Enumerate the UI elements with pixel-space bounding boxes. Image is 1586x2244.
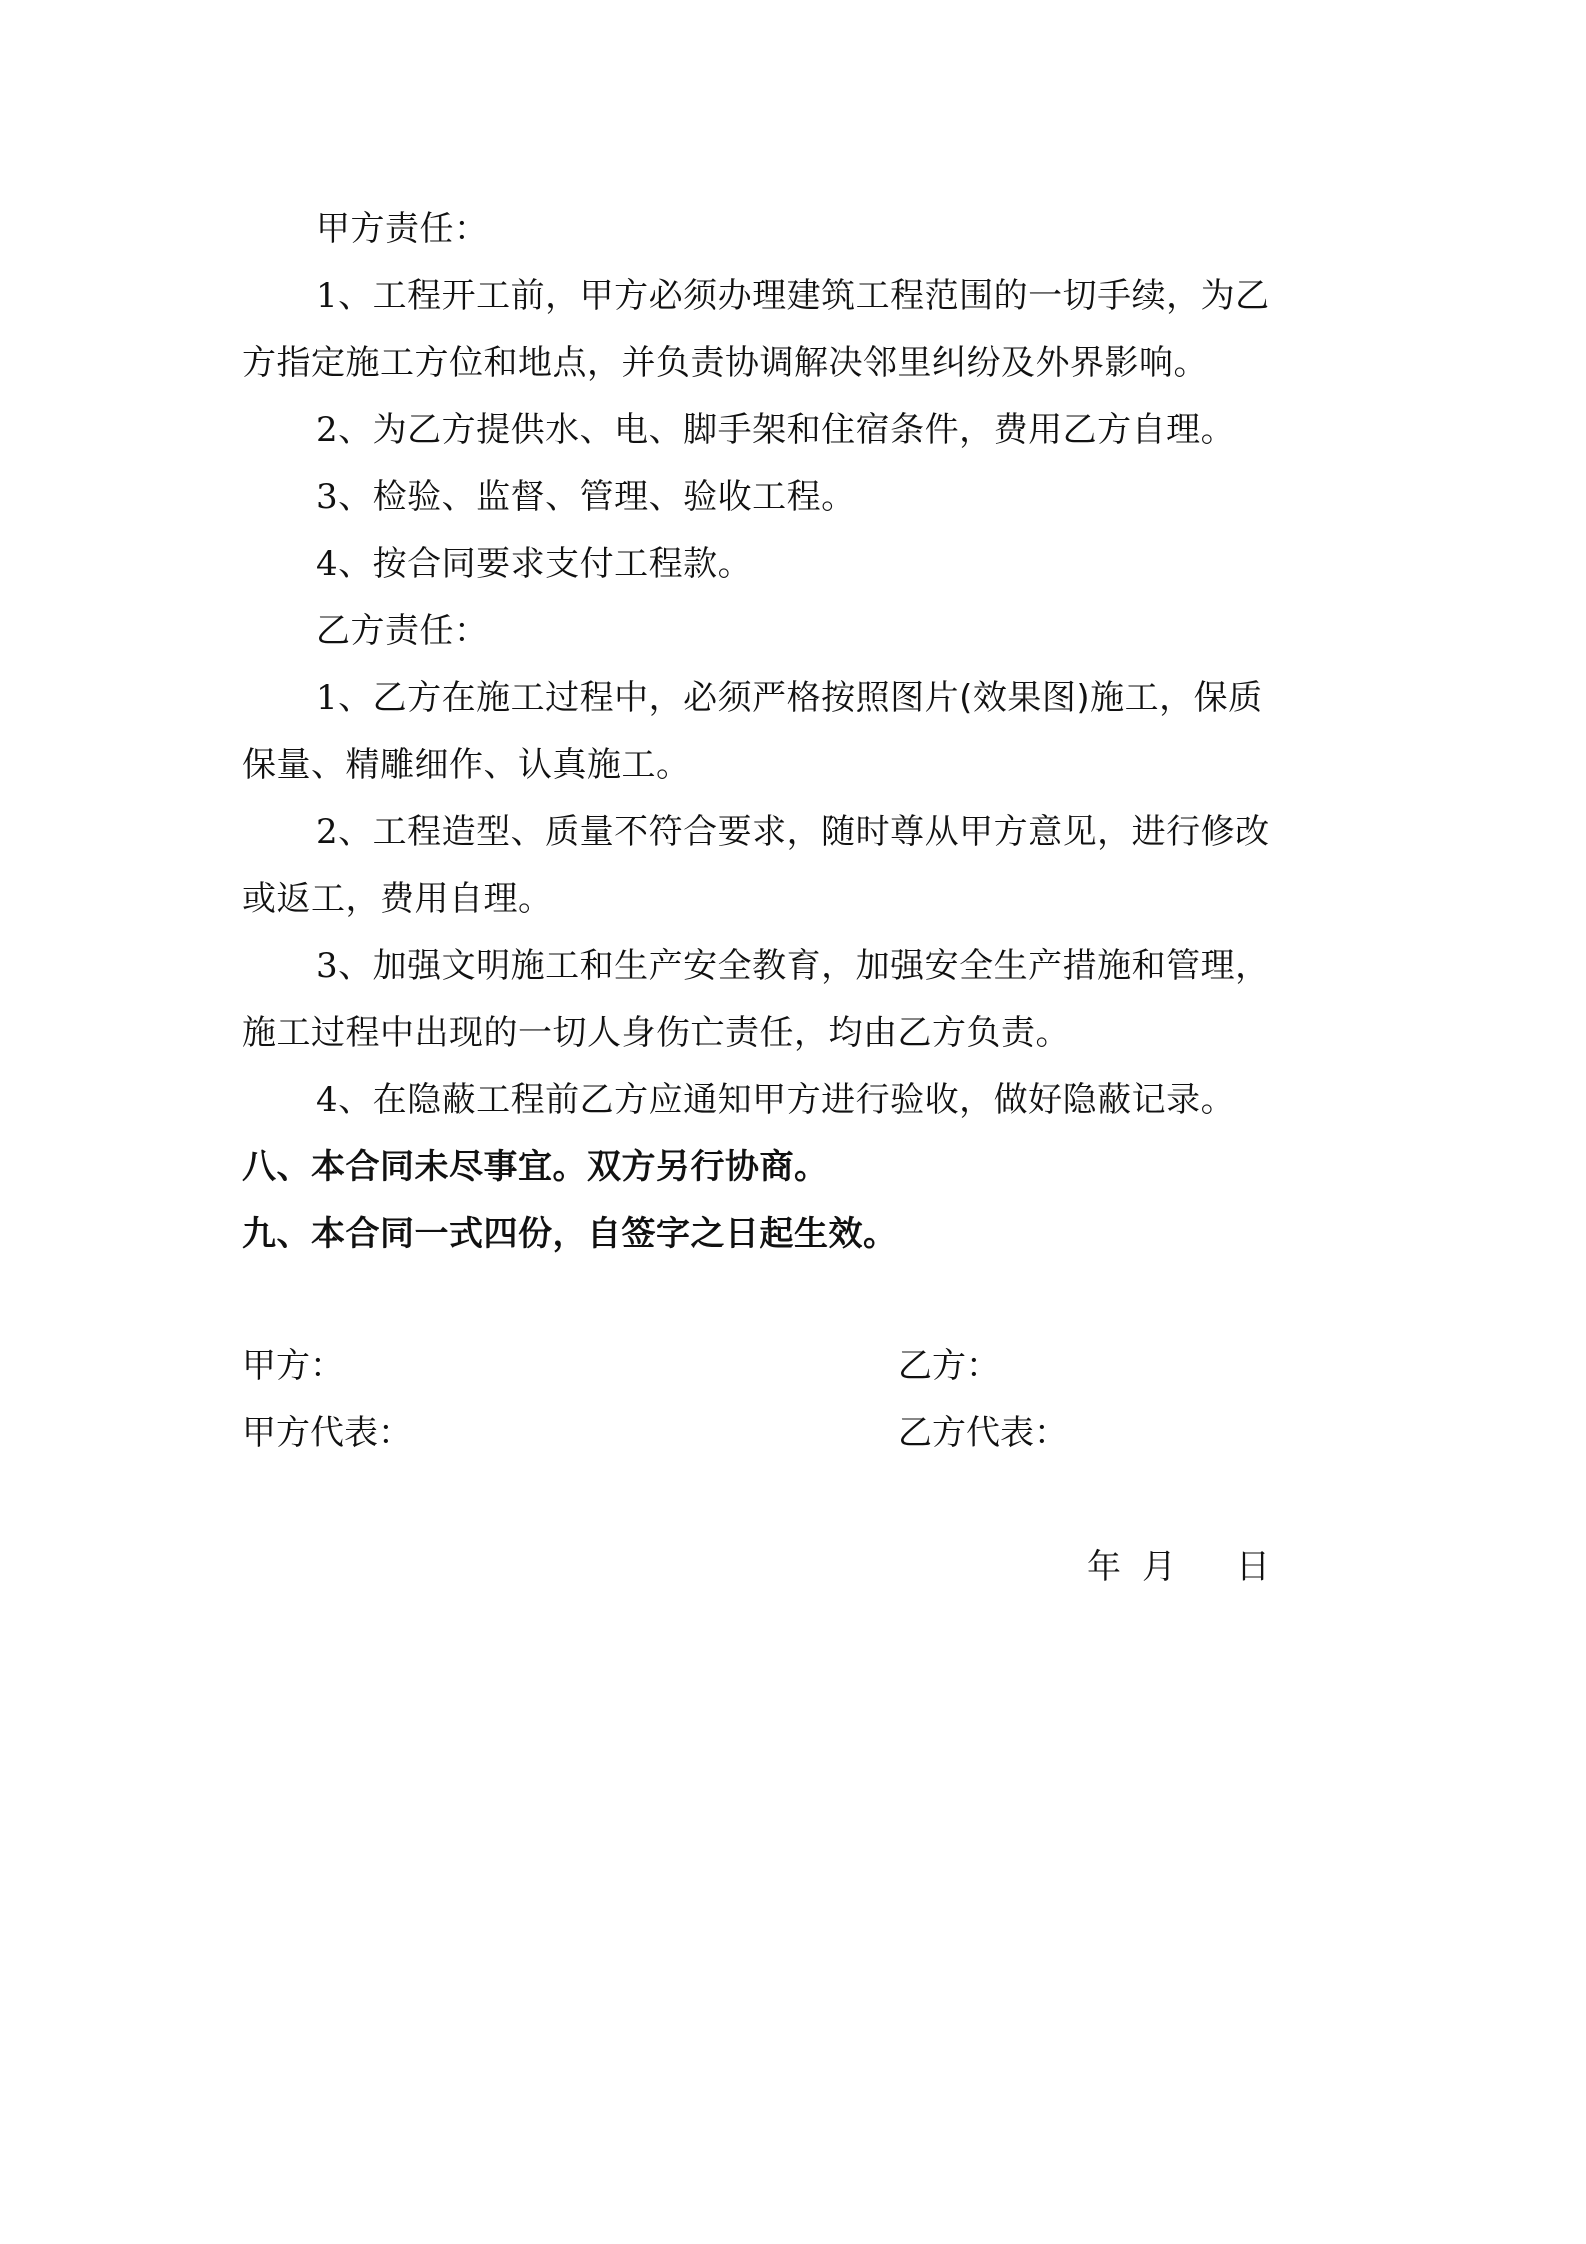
party-b-duty-3-number: 3 (316, 946, 339, 986)
party-a-duty-1-line1 (242, 263, 1362, 330)
party-a-duty-2-text: 、为乙方提供水、电、脚手架和住宿条件，费用乙方自理。 (338, 410, 1236, 450)
date-month-label: 月 (1142, 1547, 1176, 1587)
party-a-duty-1-text: 、工程开工前，甲方必须办理建筑工程范围的一切手续，为乙 (338, 276, 1270, 316)
party-a-duty-2 (242, 397, 1362, 464)
party-b-duty-4 (242, 1067, 1362, 1134)
party-b-duty-1-line1 (242, 665, 1362, 732)
signature-row-representatives (242, 1400, 1362, 1467)
date-year-label: 年 (1087, 1547, 1121, 1587)
party-b-signature-label: 乙方： (898, 1346, 1000, 1386)
party-b-duty-2-number: 2 (316, 812, 339, 852)
party-b-duty-1-line2: 保量、精雕细作、认真施工。 (242, 745, 691, 785)
party-b-duty-2-text: 、工程造型、质量不符合要求，随时尊从甲方意见，进行修改 (338, 812, 1270, 852)
party-a-duty-4 (242, 531, 1362, 598)
party-b-duty-3-line1 (242, 933, 1362, 1000)
signature-row-parties (242, 1333, 1362, 1400)
party-a-duty-1-line2: 方指定施工方位和地点，并负责协调解决邻里纠纷及外界影响。 (242, 343, 1208, 383)
date-day-label: 日 (1236, 1547, 1270, 1587)
party-b-rep-signature-label: 乙方代表： (898, 1413, 1068, 1453)
party-b-duties-heading: 乙方责任： (316, 611, 489, 651)
clause-nine: 九、本合同一式四份，自签字之日起生效。 (242, 1214, 898, 1254)
party-b-duty-3-line2: 施工过程中出现的一切人身伤亡责任，均由乙方负责。 (242, 1013, 1070, 1053)
party-b-duty-2-line2: 或返工，费用自理。 (242, 879, 553, 919)
party-a-duty-3-text: 、检验、监督、管理、验收工程。 (338, 477, 856, 517)
party-a-duty-1-number: 1 (316, 276, 339, 316)
contract-body (242, 196, 1362, 1268)
party-a-duty-4-text: 、按合同要求支付工程款。 (338, 544, 753, 584)
party-a-duties-heading: 甲方责任： (316, 209, 489, 249)
party-b-duty-4-text: 、在隐蔽工程前乙方应通知甲方进行验收，做好隐蔽记录。 (338, 1080, 1236, 1120)
party-a-duty-4-number: 4 (316, 544, 339, 584)
party-b-duty-1-text: 、乙方在施工过程中，必须严格按照图片(效果图)施工，保质 (338, 678, 1263, 718)
clause-eight: 八、本合同未尽事宜。双方另行协商。 (242, 1147, 829, 1187)
party-b-duty-3-text: 、加强文明施工和生产安全教育，加强安全生产措施和管理， (338, 946, 1270, 986)
party-a-signature-label: 甲方： (242, 1346, 344, 1386)
party-a-duty-3 (242, 464, 1362, 531)
party-b-duty-2-line1 (242, 799, 1362, 866)
date-line (0, 1534, 1586, 1601)
party-a-duty-3-number: 3 (316, 477, 339, 517)
party-b-duty-4-number: 4 (316, 1080, 339, 1120)
party-a-duty-2-number: 2 (316, 410, 339, 450)
party-a-rep-signature-label: 甲方代表： (242, 1413, 412, 1453)
party-b-duty-1-number: 1 (316, 678, 339, 718)
